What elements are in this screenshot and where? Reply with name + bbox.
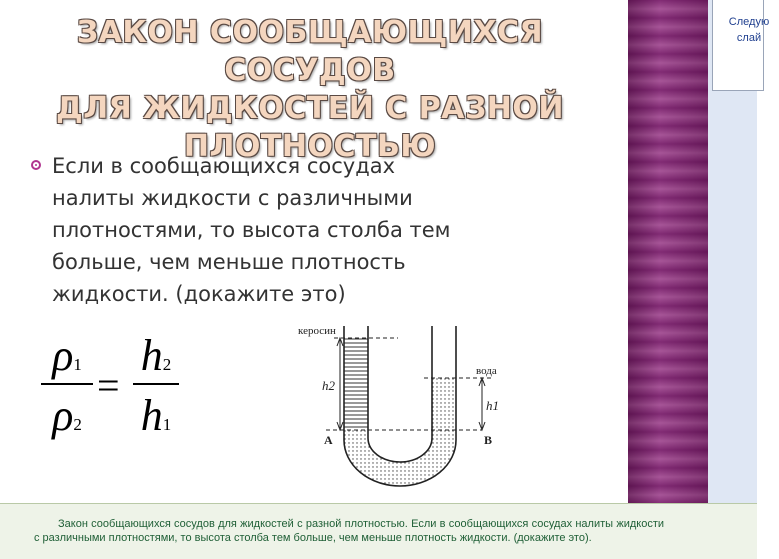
label-h2: h2	[322, 378, 335, 393]
h1-denominator: h1	[140, 391, 172, 440]
label-point-a: A	[324, 433, 333, 447]
title-line-1: ЗАКОН СООБЩАЮЩИХСЯ СОСУДОВ	[76, 15, 544, 88]
rho2-denominator: ρ2	[52, 391, 82, 440]
bullet-text	[52, 150, 502, 310]
tube-inner-wall	[368, 326, 432, 462]
bullet-line-4: больше, чем меньше плотность	[52, 250, 406, 274]
h2-numerator: h2	[140, 331, 172, 380]
density-ratio-formula	[35, 330, 185, 440]
label-kerosene: керосин	[298, 325, 336, 337]
title-line-3: ПЛОТНОСТЬЮ	[183, 129, 437, 164]
kerosene-column	[344, 338, 368, 430]
caption-text: Закон сообщающихся сосудов для жидкостей с разной плотностью. Если в сообщающихся сосудах налиты жидкости с различными плотностями, то высота столба тем больше, чем меньше плотность жидкости. (докажите это).	[34, 518, 664, 544]
bullet-line-2: налиты жидкости с различными	[52, 186, 413, 210]
slide-title	[20, 14, 600, 166]
bullet-icon	[31, 160, 41, 170]
caption-bar	[0, 503, 757, 559]
next-slide-label: Следую слай	[728, 16, 770, 44]
label-point-b: B	[484, 433, 493, 447]
label-h1: h1	[486, 398, 499, 413]
bullet-line-3: плотностями, то высота столба тем	[52, 218, 451, 242]
bullet-line-5: жидкости. (докажите это)	[52, 282, 346, 306]
fraction-line-left	[41, 383, 93, 385]
fraction-line-right	[133, 383, 179, 385]
next-slide-button[interactable]	[712, 0, 770, 91]
slide-decor-band	[628, 0, 708, 503]
u-tube-diagram	[296, 322, 506, 482]
equals-sign: =	[97, 363, 120, 408]
rho1-numerator: ρ1	[52, 331, 82, 380]
bullet-line-1: Если в сообщающихся сосудах	[52, 154, 396, 178]
label-water: вода	[476, 365, 497, 377]
title-line-2: ДЛЯ ЖИДКОСТЕЙ С РАЗНОЙ	[56, 91, 564, 126]
